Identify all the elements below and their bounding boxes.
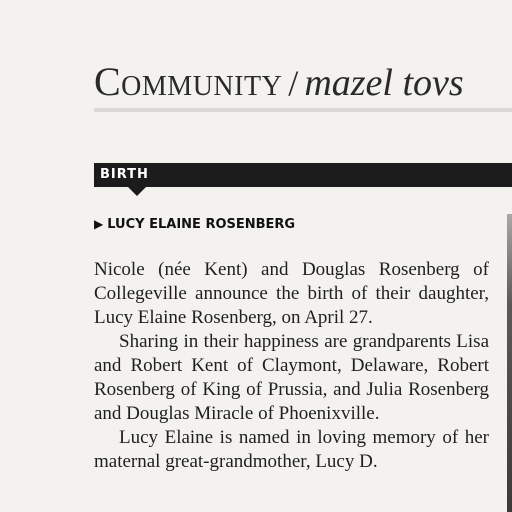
paragraph: Lucy Elaine is named in loving memory of her maternal great-grandmother, Lucy D. [94,427,489,472]
section-label: BIRTH [100,167,149,182]
section-title: Community [94,59,283,104]
header-rule [94,108,512,112]
headline-text: LUCY ELAINE ROSENBERG [107,217,296,232]
section-bar-pointer [128,187,146,196]
header-separator: / [288,63,299,103]
right-triangle-icon: ▶ [94,217,104,231]
paragraph: Nicole (née Kent) and Douglas Rosenberg of Collegeville announce the birth of their daughter, Lucy Elaine Rosenberg, on April 27. [94,259,489,328]
article-headline [94,216,295,233]
page-header [94,59,464,104]
photo-edge [507,214,512,512]
subsection-title: mazel tovs [304,62,464,104]
article-body [94,258,489,474]
paragraph: Sharing in their happiness are grandparents Lisa and Robert Kent of Claymont, Delaware, Robert Rosenberg of King of Prussia, and Julia Rosenberg and Douglas Miracle of Phoenixville. [94,331,489,424]
section-bar [94,163,512,187]
